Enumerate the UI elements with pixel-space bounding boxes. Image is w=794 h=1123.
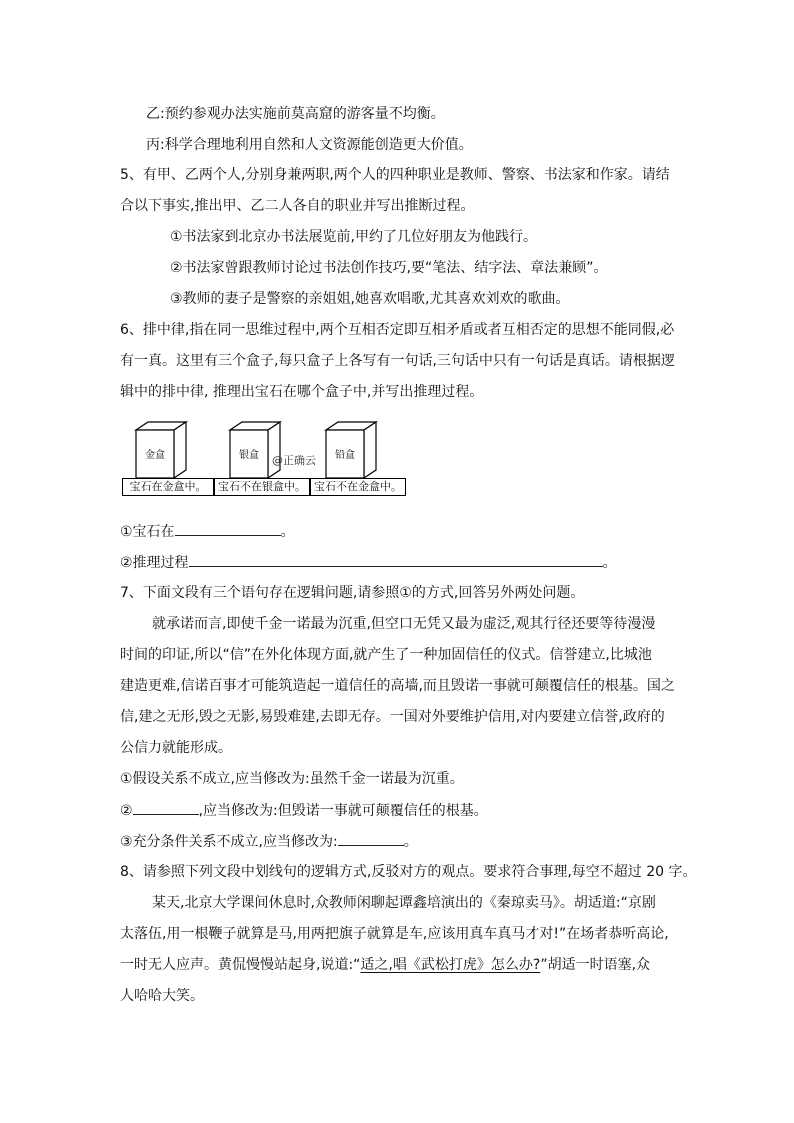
passage-7-line-2: 时间的印证,所以“信”在外化体现方面,就产生了一种加固信任的仪式。信誉建立,比城池 [120,647,652,663]
passage-8-line-3 [120,955,650,975]
revision-3-suffix: 。 [403,834,418,850]
three-boxes-figure [120,420,410,500]
passage-7-line-5: 公信力就能形成。 [120,740,232,756]
passage-8-line-2: 太落伍,用一根鞭子就算是马,用两把旗子就算是车,应该用真车真马才对!”在场者恭听高论, [120,926,669,942]
revision-3-blank[interactable] [338,831,404,846]
passage-8-line-1: 某天,北京大学课间休息时,众教师闲聊起谭鑫培演出的《秦琼卖马》。胡适道:“京剧 [152,895,656,911]
answer-1-prefix: ①宝石在 [120,524,175,540]
lead-box-cube [310,420,402,478]
question-6-line-2: 有一真。这里有三个盒子,每只盒子上各写有一句话,三句话中只有一句话是真话。请根据逻 [120,353,675,369]
question-8-line-1: 8、请参照下列文段中划线句的逻辑方式,反驳对方的观点。要求符合事理,每空不超过 20 字。 [120,864,697,880]
answer-2-blank[interactable] [189,552,603,567]
line-bing: 丙:科学合理地利用自然和人文资源能创造更大价值。 [146,137,473,153]
silver-box-label: 银盒 [239,450,259,461]
underlined-sentence: 适之,唱《武松打虎》怎么办? [360,957,541,973]
question-7-line-1: 7、下面文段有三个语句存在逻辑问题,请参照①的方式,回答另外两处问题。 [120,585,585,601]
line-yi: 乙:预约参观办法实施前莫高窟的游客量不均衡。 [146,106,445,122]
answer-1 [120,521,295,542]
revision-2-blank[interactable] [133,800,199,815]
question-6-line-1: 6、排中律,指在同一思维过程中,两个互相否定即互相矛盾或者互相否定的思想不能同假,必 [120,322,675,338]
lead-box-label: 铅盒 [335,450,355,461]
question-5-fact-3: ③教师的妻子是警察的亲姐姐,她喜欢唱歌,尤其喜欢刘欢的歌曲。 [170,291,570,307]
revision-2 [120,800,488,821]
answer-1-suffix: 。 [280,524,295,540]
silver-box-caption: 宝石不在银盒中。 [214,478,310,496]
gold-box [120,420,210,493]
gold-box-caption: 宝石在金盒中。 [122,478,214,496]
answer-2 [120,552,617,573]
answer-2-prefix: ②推理过程 [120,555,189,571]
question-5-line-1: 5、有甲、乙两个人,分别身兼两职,两个人的四种职业是教师、警察、书法家和作家。请结 [120,167,670,183]
lead-box [310,420,402,493]
passage-8-line-3-end: ”胡适一时语塞,众 [540,957,651,973]
silver-box [214,420,306,493]
passage-8-line-3-start: 一时无人应声。黄侃慢慢站起身,说道:“ [120,957,361,973]
gold-box-label: 金盒 [145,450,165,461]
lead-box-caption: 宝石不在金盒中。 [310,478,406,496]
passage-7-line-4: 信,建之无形,毁之无影,易毁难建,去即无存。一国对外要维护信用,对内要建立信誉,政府的 [120,709,665,725]
revision-3-prefix: ③充分条件关系不成立,应当修改为: [120,834,338,850]
passage-7-line-1: 就承诺而言,即使千金一诺最为沉重,但空口无凭又最为虚泛,观其行径还要等待漫漫 [152,616,656,632]
revision-2-prefix: ② [120,803,133,819]
answer-1-blank[interactable] [175,521,281,536]
revision-3 [120,831,418,852]
passage-7-line-3: 建造更难,信诺百事才可能筑造起一道信任的高墙,而且毁诺一事就可颠覆信任的根基。国之 [120,678,675,694]
passage-8-line-4: 人哈哈大笑。 [120,988,204,1004]
gold-box-cube [120,420,210,478]
question-6-line-3: 辑中的排中律, 推理出宝石在哪个盒子中,并写出推理过程。 [120,384,484,400]
question-5-fact-1: ①书法家到北京办书法展览前,甲约了几位好朋友为他践行。 [170,229,537,245]
silver-box-cube [214,420,306,478]
revision-1: ①假设关系不成立,应当修改为:虽然千金一诺最为沉重。 [120,771,464,787]
revision-2-suffix: ,应当修改为:但毁诺一事就可颠覆信任的根基。 [198,803,488,819]
question-5-line-2: 合以下事实,推出甲、乙二人各自的职业并写出推断过程。 [120,198,475,214]
question-5-fact-2: ②书法家曾跟教师讨论过书法创作技巧,要“笔法、结字法、章法兼顾”。 [170,260,608,276]
answer-2-suffix: 。 [602,555,617,571]
watermark-text: @正确云 [272,454,316,467]
